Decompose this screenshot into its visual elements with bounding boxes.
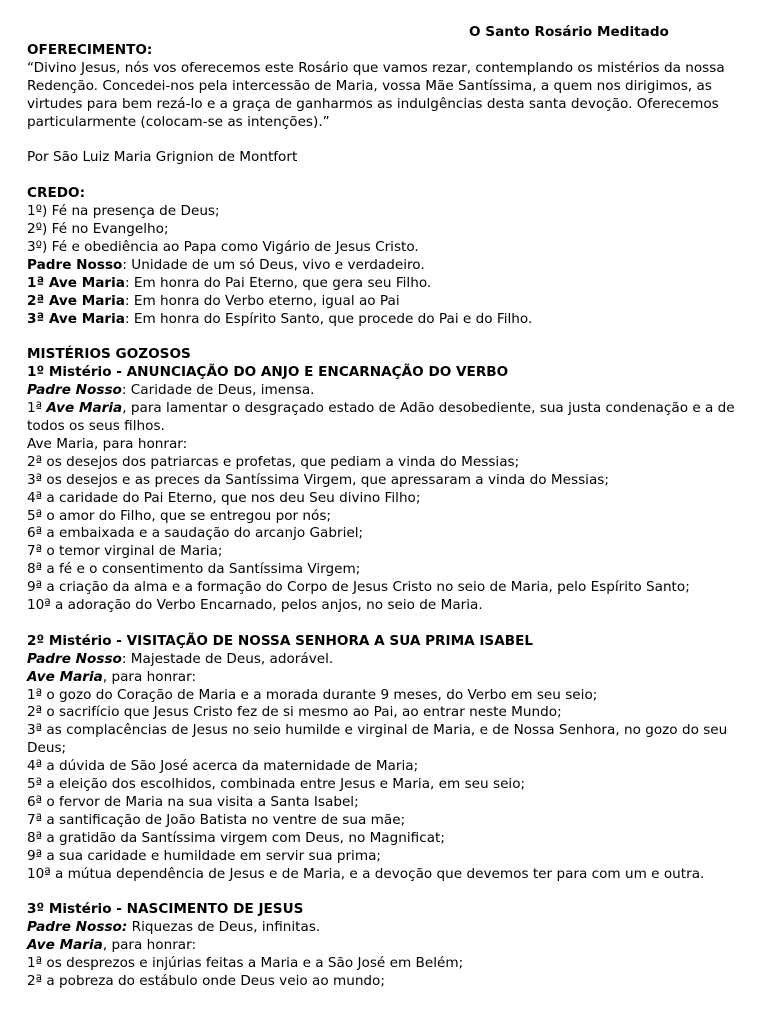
misterio-3-item: 1ª os desprezos e injúrias feitas a Maria e a São José em Belém; <box>27 955 464 972</box>
oferecimento-author: Por São Luiz Maria Grignion de Montfort <box>27 149 298 166</box>
prayer-text: : Em honra do Espírito Santo, que procede do Pai e do Filho. <box>124 310 533 327</box>
misterio-1-item: 7ª o temor virginal de Maria; <box>27 543 223 560</box>
first-ave-prefix: 1ª <box>27 400 47 417</box>
misterio-1-item: 2ª os desejos dos patriarcas e profetas, que pediam a vinda do Messias; <box>27 453 520 470</box>
padre-nosso-text: : Caridade de Deus, imensa. <box>121 382 315 399</box>
padre-nosso-label: Padre Nosso: <box>27 919 128 936</box>
misterio-2-item: 1ª o gozo do Coração de Maria e a morada durante 9 meses, do Verbo em seu seio; <box>27 686 598 703</box>
misterio-2-item: 4ª a dúvida de São José acerca da maternidade de Maria; <box>27 758 419 775</box>
credo-prayer <box>27 275 757 293</box>
credo-item: 1º) Fé na presença de Deus; <box>27 203 220 220</box>
misterio-2-item: 9ª a sua caridade e humildade em servir sua prima; <box>27 847 381 864</box>
misterio-1-title: 1º Mistério - ANUNCIAÇÃO DO ANJO E ENCARNAÇÃO DO VERBO <box>27 364 509 381</box>
prayer-label: Padre Nosso <box>27 256 123 273</box>
document-body <box>27 42 757 991</box>
misterio-2-item: 6ª o fervor de Maria na sua visita a Santa Isabel; <box>27 794 359 810</box>
padre-nosso-text: : Majestade de Deus, adorável. <box>121 650 334 667</box>
misterio-1-padre-nosso <box>27 382 757 400</box>
padre-nosso-label: Padre Nosso <box>27 650 122 667</box>
credo-prayer <box>27 311 757 329</box>
misterio-2-item: 3ª as complacências de Jesus no seio humilde e virginal de Maria, e de Nossa Senhora, no gozo do seu Deus; <box>27 722 728 757</box>
document-title: O Santo Rosário Meditado <box>469 24 669 40</box>
misterio-1-first-ave <box>27 400 757 436</box>
credo-item: 2º) Fé no Evangelho; <box>27 221 169 238</box>
misterio-3-padre-nosso <box>27 919 757 937</box>
misterio-1-item: 5ª o amor do Filho, que se entregou por nós; <box>27 507 332 524</box>
ave-maria-label: Ave Maria <box>46 400 123 417</box>
prayer-text: : Em honra do Verbo eterno, igual ao Pai <box>124 292 400 309</box>
misterio-2-title: 2º Mistério - VISITAÇÃO DE NOSSA SENHORA A SUA PRIMA ISABEL <box>27 632 534 649</box>
prayer-label: 1ª Ave Maria <box>27 274 125 291</box>
ave-maria-text: , para honrar: <box>102 668 197 685</box>
prayer-label: 2ª Ave Maria <box>27 292 125 309</box>
padre-nosso-label: Padre Nosso <box>27 382 122 399</box>
ave-maria-label: Ave Maria <box>27 937 103 954</box>
misterio-3-ave-maria <box>27 937 757 955</box>
misterio-1-item: 8ª a fé e o consentimento da Santíssima Virgem; <box>27 561 361 578</box>
misterio-2-item: 8ª a gratidão da Santíssima virgem com Deus, no Magnificat; <box>27 829 445 846</box>
prayer-label: 3ª Ave Maria <box>27 310 125 327</box>
ave-maria-label: Ave Maria <box>27 668 103 685</box>
misterio-2-item: 5ª a eleição dos escolhidos, combinada entre Jesus e Maria, em seu seio; <box>27 776 526 793</box>
prayer-text: : Unidade de um só Deus, vivo e verdadeiro. <box>122 256 425 273</box>
oferecimento-text: “Divino Jesus, nós vos oferecemos este Rosário que vamos rezar, contemplando os mistérios da nossa Redenção. Concedei-nos pela intercessão de Maria, vossa Mãe Santíssima, a quem nos dirigimos, as virtudes para bem rezá-lo e a graça de ganharmos as indulgências desta santa devoção. Oferecemos particularmente (colocam-se as intenções).” <box>27 59 725 130</box>
first-ave-text: , para lamentar o desgraçado estado de Adão desobediente, sua justa condenação e a de todos os seus filhos. <box>27 400 735 434</box>
credo-heading: CREDO: <box>27 185 86 202</box>
misterio-2-item: 2ª o sacrifício que Jesus Cristo fez de si mesmo ao Pai, ao entrar neste Mundo; <box>27 704 562 721</box>
misterio-3-item: 2ª a pobreza do estábulo onde Deus veio ao mundo; <box>27 973 385 990</box>
misterio-1-intro: Ave Maria, para honrar: <box>27 435 188 452</box>
misterio-3-title: 3º Mistério - NASCIMENTO DE JESUS <box>27 901 304 918</box>
misterio-2-ave-maria <box>27 669 757 687</box>
oferecimento-heading: OFERECIMENTO: <box>27 42 153 58</box>
misterio-1-item: 4ª a caridade do Pai Eterno, que nos deu Seu divino Filho; <box>27 489 421 506</box>
gozosos-heading: MISTÉRIOS GOZOSOS <box>27 346 191 363</box>
credo-prayer <box>27 293 757 311</box>
credo-item: 3º) Fé e obediência ao Papa como Vigário de Jesus Cristo. <box>27 238 419 255</box>
padre-nosso-text: Riquezas de Deus, infinitas. <box>127 919 321 936</box>
misterio-1-item: 6ª a embaixada e a saudação do arcanjo Gabriel; <box>27 525 364 542</box>
ave-maria-text: , para honrar: <box>102 937 197 954</box>
credo-prayer <box>27 257 757 275</box>
misterio-2-padre-nosso <box>27 651 757 669</box>
misterio-1-item: 9ª a criação da alma e a formação do Corpo de Jesus Cristo no seio de Maria, pelo Espírito Santo; <box>27 579 690 596</box>
prayer-text: : Em honra do Pai Eterno, que gera seu Filho. <box>124 274 432 291</box>
misterio-1-item: 3ª os desejos e as preces da Santíssima Virgem, que apressaram a vinda do Messias; <box>27 471 609 488</box>
misterio-2-item: 10ª a mútua dependência de Jesus e de Maria, e a devoção que devemos ter para com um e outra. <box>27 865 705 882</box>
misterio-1-item: 10ª a adoração do Verbo Encarnado, pelos anjos, no seio de Maria. <box>27 597 483 614</box>
misterio-2-item: 7ª a santificação de João Batista no ventre de sua mãe; <box>27 811 406 828</box>
